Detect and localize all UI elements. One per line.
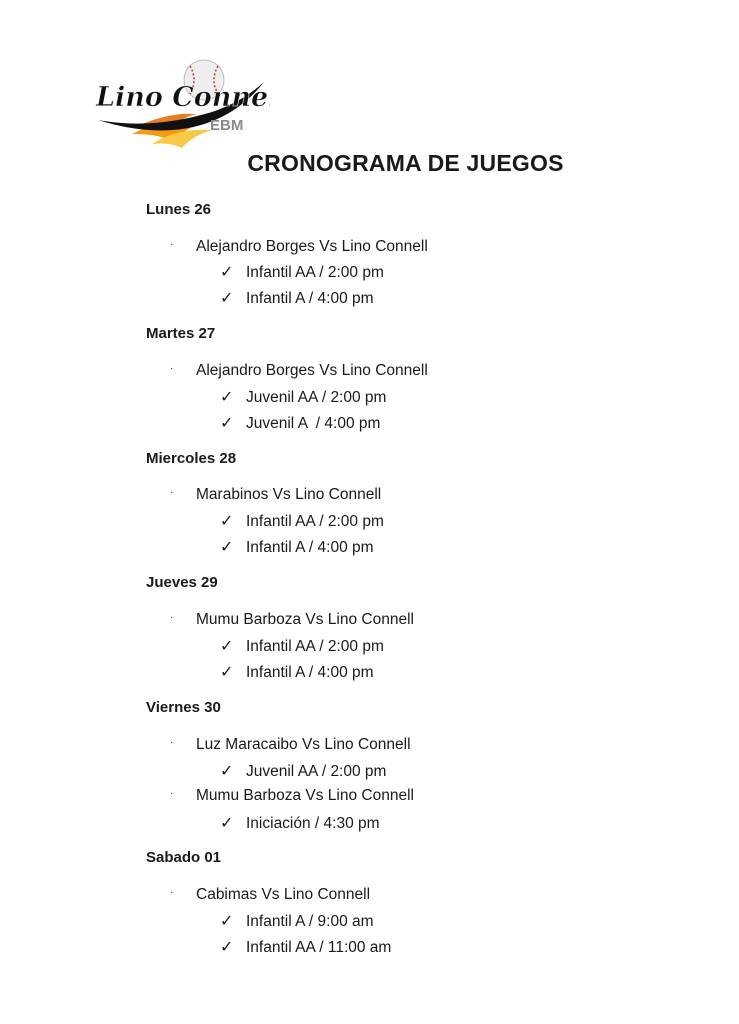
game-detail: Juvenil A / 4:00 pm bbox=[246, 415, 381, 432]
game-item bbox=[220, 387, 386, 407]
game-item bbox=[220, 761, 386, 781]
check-icon: ✓ bbox=[220, 815, 234, 832]
game-item bbox=[220, 511, 384, 531]
match-item bbox=[170, 362, 428, 380]
game-detail: Infantil A / 4:00 pm bbox=[246, 664, 374, 681]
match-item bbox=[170, 736, 411, 754]
game-detail: Infantil AA / 11:00 am bbox=[246, 939, 392, 956]
game-detail: Infantil AA / 2:00 pm bbox=[246, 513, 384, 530]
match-teams: Mumu Barboza Vs Lino Connell bbox=[196, 611, 414, 628]
check-icon: ✓ bbox=[220, 290, 234, 307]
logo-graphic bbox=[92, 58, 270, 150]
match-teams: Mumu Barboza Vs Lino Connell bbox=[196, 787, 414, 804]
game-detail: Juvenil AA / 2:00 pm bbox=[246, 389, 387, 406]
check-icon: ✓ bbox=[220, 415, 234, 432]
game-item bbox=[220, 413, 380, 433]
game-detail: Infantil AA / 2:00 pm bbox=[246, 264, 384, 281]
check-icon: ✓ bbox=[220, 513, 234, 530]
check-icon: ✓ bbox=[220, 638, 234, 655]
day-heading: Jueves 29 bbox=[146, 574, 218, 591]
game-detail: Infantil A / 9:00 am bbox=[246, 913, 374, 930]
game-detail: Infantil AA / 2:00 pm bbox=[246, 638, 384, 655]
bullet-icon: · bbox=[170, 887, 174, 899]
check-icon: ✓ bbox=[220, 264, 234, 281]
day-heading: Sabado 01 bbox=[146, 849, 222, 866]
day-heading: Lunes 26 bbox=[146, 201, 212, 218]
match-item bbox=[170, 238, 428, 256]
bullet-icon: · bbox=[170, 737, 174, 749]
check-icon: ✓ bbox=[220, 389, 234, 406]
game-item bbox=[220, 537, 374, 557]
game-item bbox=[220, 262, 384, 282]
game-item bbox=[220, 288, 374, 308]
match-teams: Cabimas Vs Lino Connell bbox=[196, 886, 371, 903]
game-item bbox=[220, 813, 380, 833]
day-heading: Viernes 30 bbox=[146, 699, 221, 716]
match-item bbox=[170, 486, 381, 504]
bullet-icon: · bbox=[170, 612, 174, 624]
match-item bbox=[170, 611, 414, 629]
match-teams: Marabinos Vs Lino Connell bbox=[196, 486, 382, 503]
check-icon: ✓ bbox=[220, 763, 234, 780]
match-item bbox=[170, 886, 370, 904]
game-detail: Juvenil AA / 2:00 pm bbox=[246, 763, 387, 780]
match-teams: Alejandro Borges Vs Lino Connell bbox=[196, 362, 428, 379]
page-title: CRONOGRAMA DE JUEGOS bbox=[247, 150, 564, 176]
game-item bbox=[220, 636, 384, 656]
check-icon: ✓ bbox=[220, 664, 234, 681]
logo-text: Lino Connell bbox=[96, 82, 270, 113]
bullet-icon: · bbox=[170, 788, 174, 800]
game-item bbox=[220, 937, 391, 957]
game-item bbox=[220, 911, 374, 931]
lino-connell-logo bbox=[92, 58, 270, 150]
match-teams: Luz Maracaibo Vs Lino Connell bbox=[196, 736, 411, 753]
bullet-icon: · bbox=[170, 487, 174, 499]
bullet-icon: · bbox=[170, 239, 174, 251]
day-heading: Miercoles 28 bbox=[146, 450, 237, 467]
check-icon: ✓ bbox=[220, 939, 234, 956]
check-icon: ✓ bbox=[220, 913, 234, 930]
match-item bbox=[170, 787, 414, 805]
match-teams: Alejandro Borges Vs Lino Connell bbox=[196, 238, 428, 255]
bullet-icon: · bbox=[170, 363, 174, 375]
game-detail: Iniciación / 4:30 pm bbox=[246, 815, 380, 832]
day-heading: Martes 27 bbox=[146, 325, 216, 342]
logo-subtext: EBM bbox=[210, 117, 244, 134]
game-item bbox=[220, 662, 374, 682]
game-detail: Infantil A / 4:00 pm bbox=[246, 539, 374, 556]
game-detail: Infantil A / 4:00 pm bbox=[246, 290, 374, 307]
check-icon: ✓ bbox=[220, 539, 234, 556]
